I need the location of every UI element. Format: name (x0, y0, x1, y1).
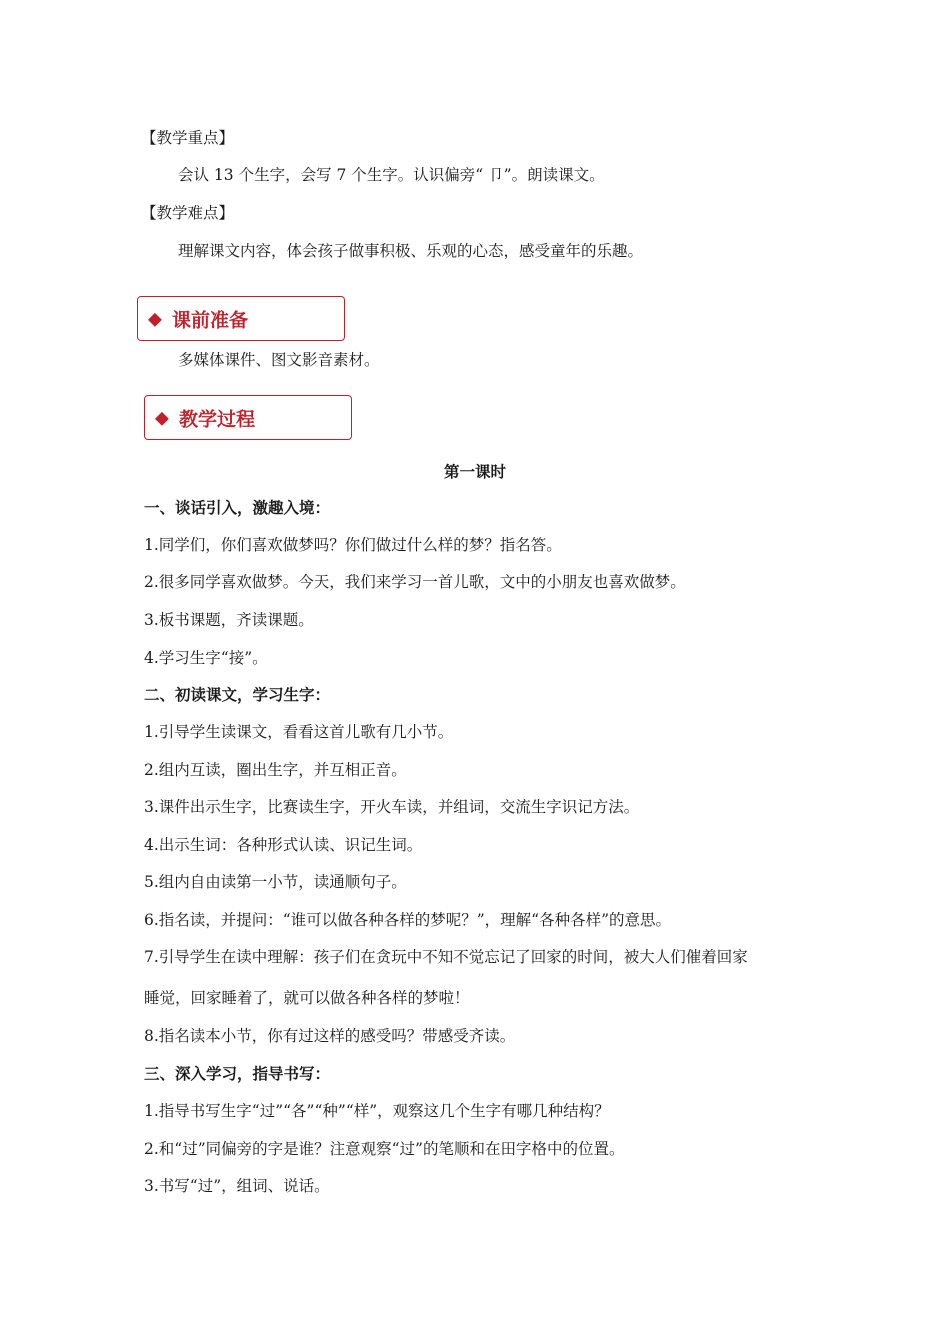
list-item: 2.和“过”同偏旁的字是谁？注意观察“过”的笔顺和在田字格中的位置。 (144, 1140, 625, 1158)
list-item: 1.同学们，你们喜欢做梦吗？你们做过什么样的梦？指名答。 (144, 536, 562, 554)
section-heading: 二、初读课文，学习生字： (144, 686, 331, 704)
list-item: 3.课件出示生字，比赛读生字，开火车读，并组词，交流生字识记方法。 (144, 798, 640, 816)
list-item: 8.指名读本小节，你有过这样的感受吗？带感受齐读。 (144, 1027, 516, 1045)
diamond-icon: ◆ (155, 407, 169, 428)
difficulty-heading: 【教学难点】 (141, 204, 235, 222)
process-section-box (144, 395, 352, 440)
list-item: 1.引导学生读课文，看看这首儿歌有几小节。 (144, 723, 454, 741)
diamond-icon: ◆ (148, 308, 162, 329)
preparation-section-box (137, 296, 345, 341)
list-item: 2.组内互读，圈出生字，并互相正音。 (144, 761, 407, 779)
key-points-text: 会认 13 个生字，会写 7 个生字。认识偏旁“ 卩”。朗读课文。 (178, 166, 605, 184)
list-item: 2.很多同学喜欢做梦。今天，我们来学习一首儿歌，文中的小朋友也喜欢做梦。 (144, 573, 686, 591)
section-heading: 一、谈话引入，激趣入境： (144, 499, 331, 517)
list-item: 6.指名读，并提问：“谁可以做各种各样的梦呢？”，理解“各种各样”的意思。 (144, 911, 671, 929)
list-item: 睡觉，回家睡着了，就可以做各种各样的梦啦！ (144, 989, 470, 1007)
process-title: 教学过程 (179, 408, 256, 430)
preparation-title: 课前准备 (172, 309, 249, 331)
list-item: 3.书写“过”，组词、说话。 (144, 1177, 330, 1195)
list-item: 1.指导书写生字“过”“各”“种”“样”，观察这几个生字有哪几种结构？ (144, 1102, 610, 1120)
list-item: 7.引导学生在读中理解：孩子们在贪玩中不知不觉忘记了回家的时间，被大人们催着回家 (144, 948, 748, 966)
list-item: 3.板书课题，齐读课题。 (144, 611, 314, 629)
list-item: 5.组内自由读第一小节，读通顺句子。 (144, 873, 407, 891)
section-heading: 三、深入学习，指导书写： (144, 1065, 331, 1083)
key-points-heading: 【教学重点】 (141, 129, 235, 147)
difficulty-text: 理解课文内容，体会孩子做事积极、乐观的心态，感受童年的乐趣。 (178, 242, 644, 260)
lesson-title: 第一课时 (443, 463, 506, 481)
list-item: 4.出示生词：各种形式认读、识记生词。 (144, 836, 423, 854)
preparation-text: 多媒体课件、图文影音素材。 (178, 351, 380, 369)
list-item: 4.学习生字“接”。 (144, 649, 268, 667)
